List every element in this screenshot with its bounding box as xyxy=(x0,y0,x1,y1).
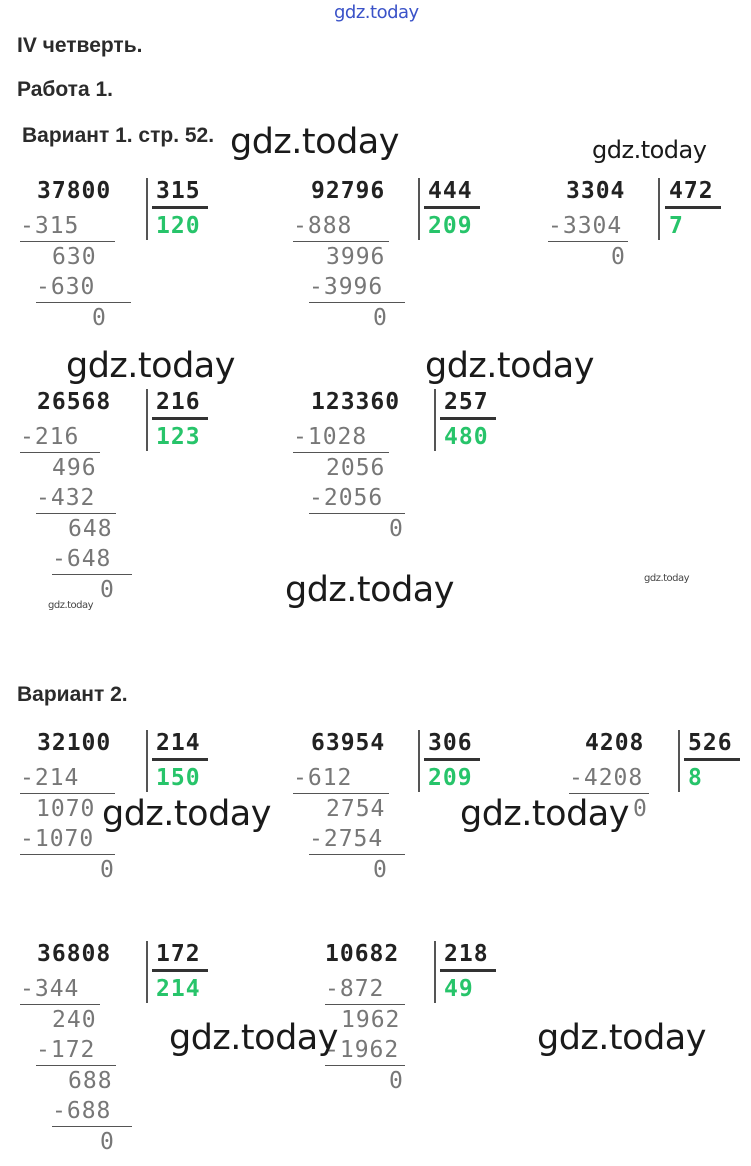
quotient: 120 xyxy=(156,213,201,239)
watermark: gdz.today xyxy=(425,346,594,386)
division-bar xyxy=(658,178,660,240)
divisor-underline xyxy=(440,417,496,420)
step-value: -888 xyxy=(293,213,353,239)
step-value: 0 xyxy=(633,795,648,822)
step-value: 648 xyxy=(68,515,113,542)
dividend: 10682 xyxy=(325,941,400,967)
step-value: -216 xyxy=(20,424,80,450)
step-value: 0 xyxy=(100,856,115,883)
quarter-heading: IV четверть. xyxy=(17,34,143,57)
divisor: 257 xyxy=(444,389,489,415)
step-value: 0 xyxy=(373,856,388,883)
step-value: -648 xyxy=(52,546,112,572)
subtraction-line xyxy=(309,513,405,514)
watermark: gdz.today xyxy=(66,346,235,386)
step-value: -432 xyxy=(36,485,96,511)
quotient: 209 xyxy=(428,765,473,791)
watermark: gdz.today xyxy=(48,600,94,611)
step-value: 0 xyxy=(611,243,626,270)
quotient: 7 xyxy=(669,213,684,239)
division-bar xyxy=(678,730,680,792)
quotient: 480 xyxy=(444,424,489,450)
step-value: 3996 xyxy=(326,243,386,270)
subtraction-line xyxy=(548,241,628,242)
quotient: 49 xyxy=(444,976,474,1002)
step-value: 0 xyxy=(389,1067,404,1094)
dividend: 3304 xyxy=(566,178,626,204)
step-value: -2754 xyxy=(309,826,384,852)
subtraction-line xyxy=(325,1065,405,1066)
dividend: 37800 xyxy=(37,178,112,204)
work-heading: Работа 1. xyxy=(17,78,113,101)
division-problem xyxy=(0,178,751,398)
divisor: 306 xyxy=(428,730,473,756)
divisor: 216 xyxy=(156,389,201,415)
division-problem xyxy=(0,730,751,950)
step-value: 0 xyxy=(389,515,404,542)
division-problem xyxy=(0,941,751,1161)
divisor-underline xyxy=(665,206,721,209)
step-value: 0 xyxy=(373,304,388,331)
subtraction-line xyxy=(293,452,389,453)
step-value: -1028 xyxy=(293,424,368,450)
watermark: gdz.today xyxy=(230,122,399,162)
quotient: 123 xyxy=(156,424,201,450)
quotient: 209 xyxy=(428,213,473,239)
dividend: 63954 xyxy=(311,730,386,756)
step-value: -688 xyxy=(52,1098,112,1124)
watermark: gdz.today xyxy=(102,794,271,834)
step-value: -2056 xyxy=(309,485,384,511)
step-value: 0 xyxy=(100,1128,115,1155)
quotient: 214 xyxy=(156,976,201,1002)
divisor: 218 xyxy=(444,941,489,967)
watermark: gdz.today xyxy=(537,1018,706,1058)
divisor: 315 xyxy=(156,178,201,204)
step-value: 2056 xyxy=(326,454,386,481)
dividend: 123360 xyxy=(311,389,401,415)
watermark: gdz.today xyxy=(169,1018,338,1058)
dividend: 4208 xyxy=(585,730,645,756)
division-problem xyxy=(0,389,751,609)
step-value: 0 xyxy=(100,576,115,603)
step-value: 2754 xyxy=(326,795,386,822)
subtraction-line xyxy=(325,1004,405,1005)
divisor: 526 xyxy=(688,730,733,756)
divisor: 444 xyxy=(428,178,473,204)
step-value: 0 xyxy=(92,304,107,331)
variant1-heading: Вариант 1. стр. 52. xyxy=(22,124,215,147)
quotient: 150 xyxy=(156,765,201,791)
dividend: 32100 xyxy=(37,730,112,756)
dividend: 36808 xyxy=(37,941,112,967)
step-value: -1070 xyxy=(20,826,95,852)
dividend: 92796 xyxy=(311,178,386,204)
watermark-top: gdz.today xyxy=(334,2,419,23)
step-value: 688 xyxy=(68,1067,113,1094)
step-value: -214 xyxy=(20,765,80,791)
subtraction-line xyxy=(569,793,649,794)
step-value: -3996 xyxy=(309,274,384,300)
watermark: gdz.today xyxy=(285,570,454,610)
step-value: 496 xyxy=(52,454,97,481)
divisor: 214 xyxy=(156,730,201,756)
divisor-underline xyxy=(440,969,496,972)
divisor-underline xyxy=(684,758,740,761)
step-value: -1962 xyxy=(325,1037,400,1063)
variant2-heading: Вариант 2. xyxy=(17,683,128,706)
step-value: 630 xyxy=(52,243,97,270)
watermark: gdz.today xyxy=(460,794,629,834)
step-value: -872 xyxy=(325,976,385,1002)
step-value: 1962 xyxy=(341,1006,401,1033)
division-bar xyxy=(434,389,436,451)
step-value: -3304 xyxy=(548,213,623,239)
step-value: -612 xyxy=(293,765,353,791)
step-value: -4208 xyxy=(569,765,644,791)
step-value: 240 xyxy=(52,1006,97,1033)
quotient: 8 xyxy=(688,765,703,791)
dividend: 26568 xyxy=(37,389,112,415)
divisor: 172 xyxy=(156,941,201,967)
divisor: 472 xyxy=(669,178,714,204)
watermark: gdz.today xyxy=(644,573,690,584)
step-value: 1070 xyxy=(36,795,96,822)
step-value: -630 xyxy=(36,274,96,300)
step-value: -315 xyxy=(20,213,80,239)
division-bar xyxy=(434,941,436,1003)
step-value: -172 xyxy=(36,1037,96,1063)
step-value: -344 xyxy=(20,976,80,1002)
watermark: gdz.today xyxy=(592,136,707,164)
